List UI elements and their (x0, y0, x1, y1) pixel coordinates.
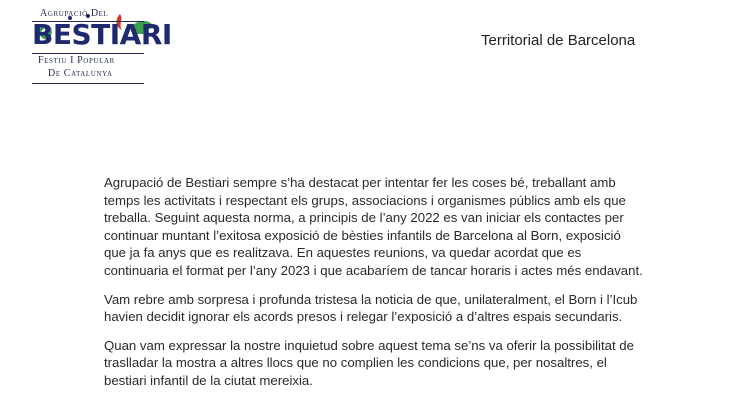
agrupacio-bestiari-logo (22, 4, 172, 92)
letter-body (104, 174, 644, 401)
paragraph-2: Vam rebre amb sorpresa i profunda tristesa la noticia de que, unilateralment, el Born i l’Icub havien decidit ignorar els acords presos i relegar l’exposició a d’altres espais secundaris. (104, 291, 638, 325)
logo-bottom-text (38, 54, 115, 80)
logo-top-text: Agrupació Del (40, 8, 109, 19)
logo-wordmark: BESTIARI (32, 18, 172, 51)
logo-bottom-line-2: De Catalunya (48, 68, 113, 79)
logo-bottom-line-1: Festiu I Popular (38, 55, 115, 66)
paragraph-1: Agrupació de Bestiari sempre s’ha destacat per intentar fer les coses bé, treballant amb temps les activitats i respectant els grups, associacions i organismes públics amb els que treballa. Seguint aquesta norma, a principis de l’any 2022 es van iniciar els contactes per continuar muntant l’exitosa exposició de bèsties infantils de Barcelona al Born, exposició que ja fa anys que es realitzava. En aquestes reunions, va quedar acordat que es continuaria el format per l’any 2023 i que acabaríem de tancar horaris i actes més endavant. (104, 175, 643, 278)
logo-end-rule (32, 83, 144, 84)
paragraph-3: Quan vam expressar la nostre inquietud sobre aquest tema se’ns va oferir la possibilitat de traslladar la mostra a altres llocs que no complien les condicions que, per nosaltres, el bestiari infantil de la ciutat mereixia. (104, 337, 634, 388)
organization-name: Territorial de Barcelona (481, 32, 636, 49)
